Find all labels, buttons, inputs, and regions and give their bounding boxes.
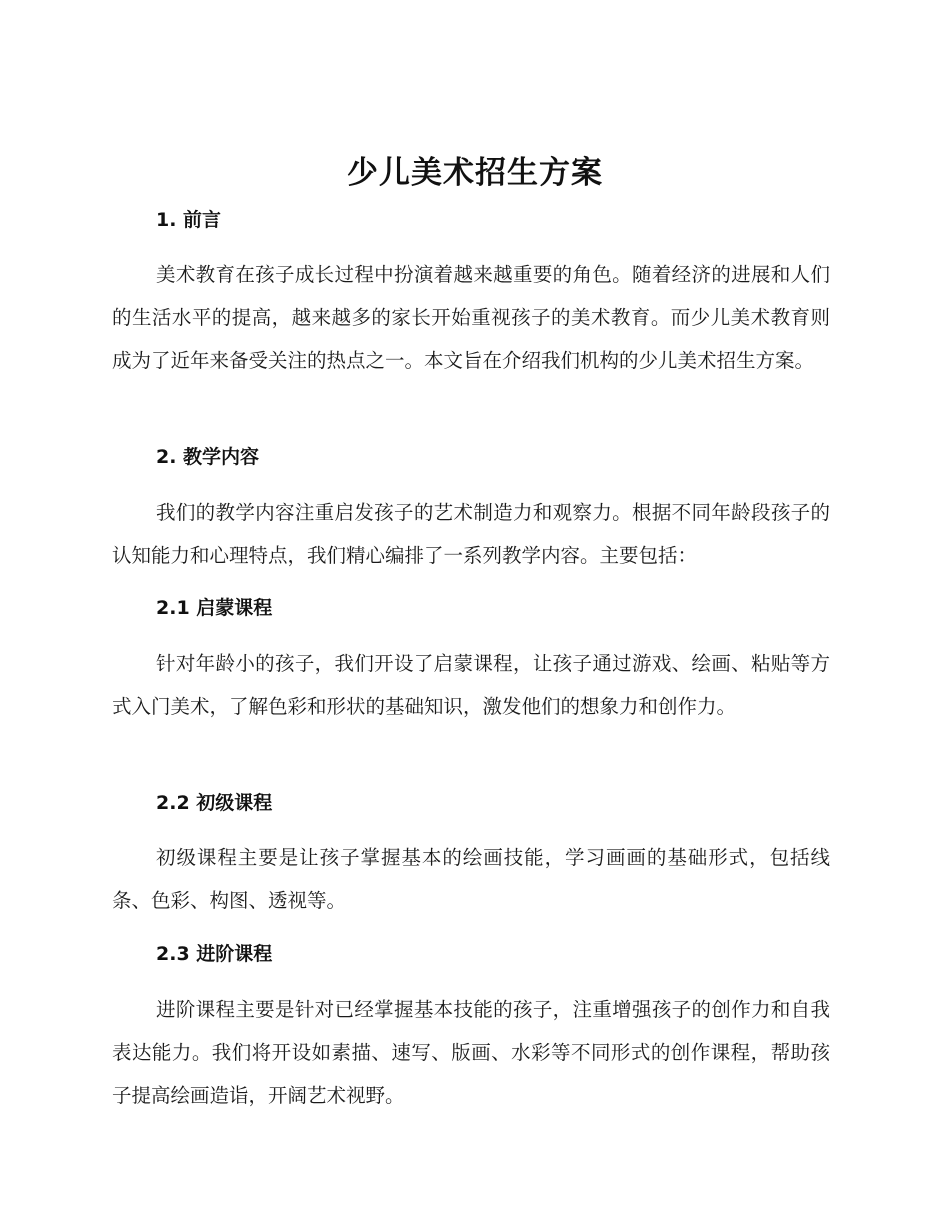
document-title: 少儿美术招生方案: [347, 155, 603, 191]
section-paragraph-beginner-course: 初级课程主要是让孩子掌握基本的绘画技能，学习画画的基础形式，包括线条、色彩、构图、透视等。: [112, 846, 830, 912]
section-heading-teaching-content: 2. 教学内容: [156, 446, 260, 468]
section-heading-enlightenment-course: 2.1 启蒙课程: [156, 597, 273, 619]
section-heading-advanced-course: 2.3 进阶课程: [156, 943, 273, 965]
section-paragraph-enlightenment-course: 针对年龄小的孩子，我们开设了启蒙课程，让孩子通过游戏、绘画、粘贴等方式入门美术，了解色彩和形状的基础知识，激发他们的想象力和创作力。: [112, 652, 830, 718]
section-heading-beginner-course: 2.2 初级课程: [156, 792, 273, 814]
section-paragraph-advanced-course: 进阶课程主要是针对已经掌握基本技能的孩子，注重增强孩子的创作力和自我表达能力。我们将开设如素描、速写、版画、水彩等不同形式的创作课程，帮助孩子提高绘画造诣，开阔艺术视野。: [112, 998, 830, 1107]
section-heading-preface: 1. 前言: [156, 209, 222, 231]
section-paragraph-teaching-content: 我们的教学内容注重启发孩子的艺术制造力和观察力。根据不同年龄段孩子的认知能力和心理特点，我们精心编排了一系列教学内容。主要包括：: [112, 501, 830, 567]
section-paragraph-preface: 美术教育在孩子成长过程中扮演着越来越重要的角色。随着经济的进展和人们的生活水平的提高，越来越多的家长开始重视孩子的美术教育。而少儿美术教育则成为了近年来备受关注的热点之一。本文旨在介绍我们机构的少儿美术招生方案。: [112, 263, 830, 372]
